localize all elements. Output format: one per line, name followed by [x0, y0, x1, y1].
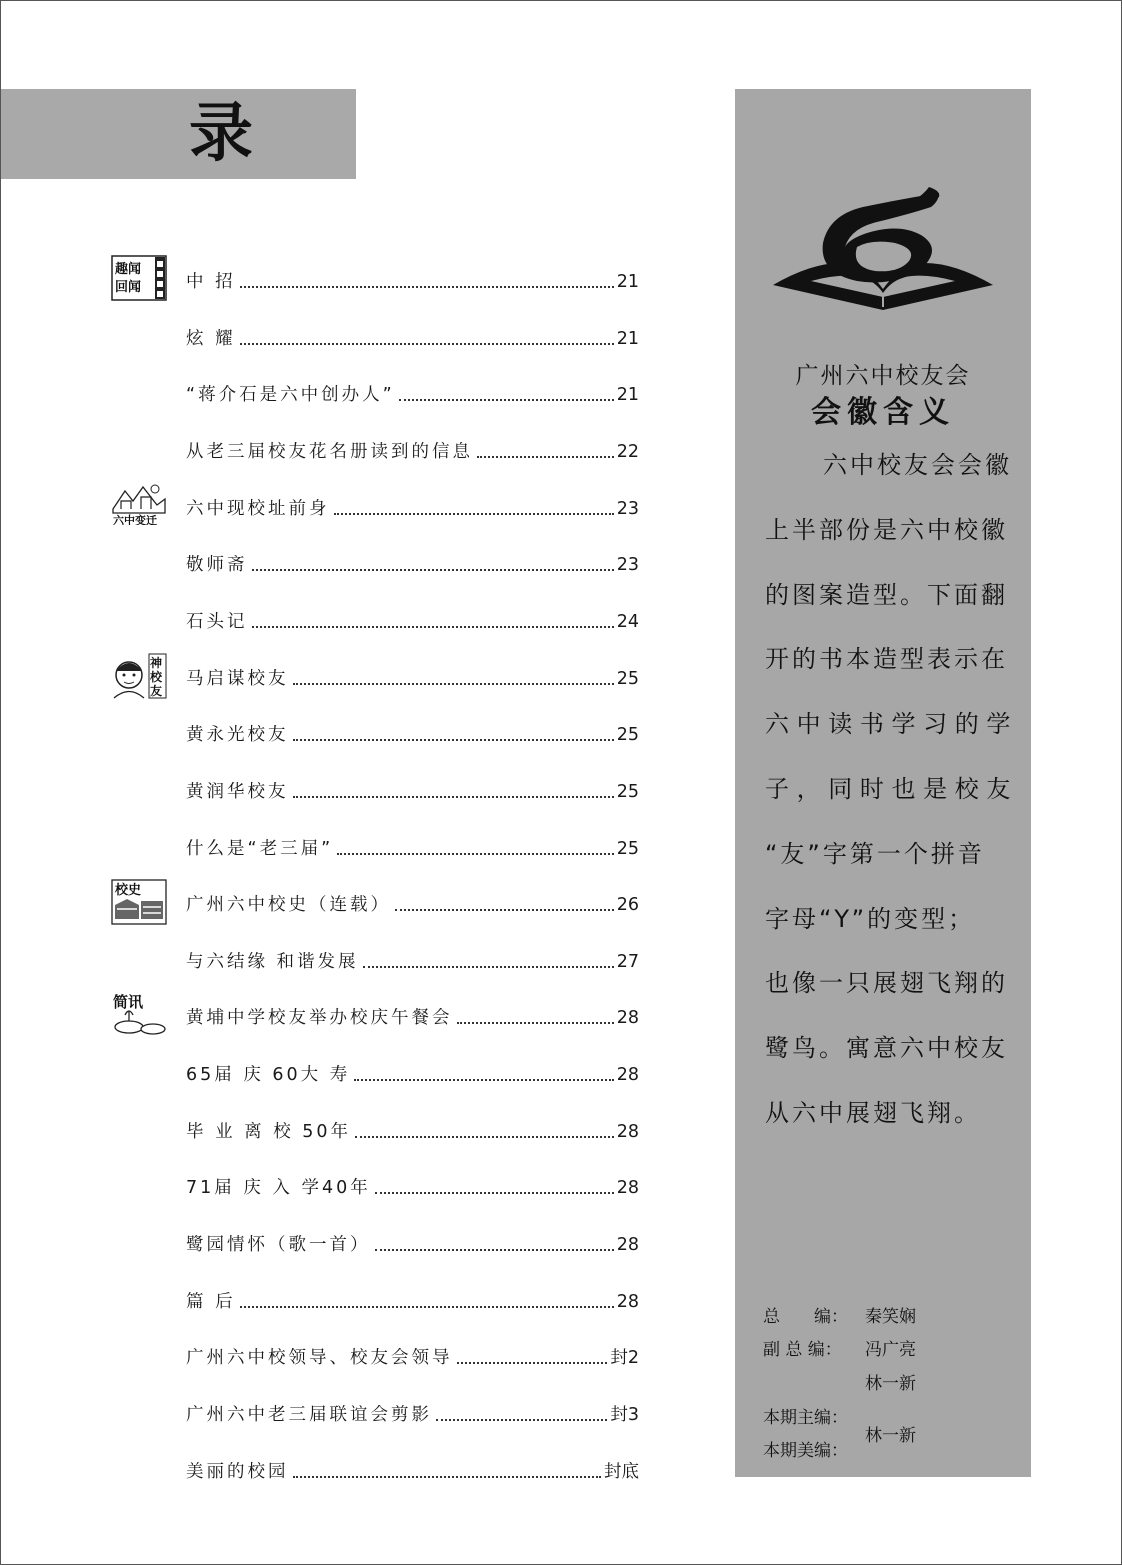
campus-icon-text: 六中变迁	[113, 514, 157, 525]
toc-entry[interactable]	[186, 1226, 639, 1256]
description-line: 开的书本造型表示在	[765, 645, 1008, 673]
credit-deputy-label: 副 总 编：	[763, 1340, 842, 1360]
org-name: 广州六中校友会	[795, 363, 971, 389]
toc-entry-label: 黄润华校友	[186, 782, 289, 802]
page-title: 录	[189, 97, 255, 171]
toc-entry[interactable]	[186, 1283, 639, 1313]
description-line: 也像一只展翅飞翔的	[765, 969, 1008, 997]
toc-leader	[334, 513, 614, 515]
description-line: 六 中 读 书 学 习 的 学	[765, 710, 1011, 738]
toc-entry[interactable]	[186, 999, 639, 1029]
toc-entry-page: 25	[616, 725, 639, 745]
toc-entry[interactable]	[186, 603, 639, 633]
description-line: 鹭鸟。寓意六中校友	[765, 1034, 1008, 1062]
alumni-icon-text-3: 友	[150, 684, 163, 698]
toc-entry-label: 什么是“老三届”	[186, 839, 334, 859]
alumni-emblem-logo	[771, 185, 995, 315]
toc-entry-label: 从老三届校友花名册读到的信息	[186, 442, 473, 462]
table-of-contents	[1, 1, 701, 1564]
toc-entry-page: 21	[616, 329, 639, 349]
toc-entry-page: 26	[616, 895, 639, 915]
alumni-icon-text-2: 校	[150, 670, 163, 684]
brief-news-icon	[111, 991, 167, 1037]
credit-issue-value: 林一新	[865, 1426, 916, 1446]
toc-entry[interactable]	[186, 490, 639, 520]
credit-chief-value: 秦笑娴	[865, 1307, 916, 1327]
credit-issue-designer-label: 本期美编：	[763, 1441, 848, 1461]
toc-entry-page: 28	[616, 1178, 639, 1198]
toc-leader	[457, 1362, 608, 1364]
toc-leader	[293, 796, 614, 798]
credit-issue-editor-label: 本期主编：	[763, 1408, 848, 1428]
toc-leader	[240, 286, 614, 288]
toc-entry-page: 封底	[604, 1462, 639, 1482]
toc-entry-page: 25	[616, 669, 639, 689]
news-icon-text-2: 回闻	[115, 280, 142, 295]
description-line: 的图案造型。下面翻	[765, 581, 1008, 609]
emblem-title: 会徽含义	[811, 395, 955, 430]
campus-history-icon	[111, 479, 167, 525]
news-icon-text: 趣闻	[115, 262, 142, 277]
toc-entry-label: 黄埔中学校友举办校庆午餐会	[186, 1008, 453, 1028]
toc-leader	[363, 966, 614, 968]
toc-leader	[252, 569, 614, 571]
toc-entry-label: 马启谋校友	[186, 669, 289, 689]
toc-entry[interactable]	[186, 716, 639, 746]
toc-entry[interactable]	[186, 886, 639, 916]
toc-leader	[477, 456, 614, 458]
toc-leader	[354, 1079, 613, 1081]
toc-leader	[436, 1419, 607, 1421]
toc-entry[interactable]	[186, 830, 639, 860]
news-section-icon	[111, 255, 167, 301]
toc-entry-page: 27	[616, 952, 639, 972]
toc-entry[interactable]	[186, 433, 639, 463]
history-icon-text: 校史	[115, 883, 142, 898]
toc-leader	[399, 399, 614, 401]
toc-leader	[337, 853, 614, 855]
toc-entry-page: 28	[616, 1008, 639, 1028]
description-line: “友”字第一个拼音	[765, 840, 985, 868]
toc-leader	[375, 1192, 614, 1194]
toc-entry-label: 广州六中校史（连载）	[186, 895, 391, 915]
toc-entry[interactable]	[186, 263, 639, 293]
toc-entry-label: 广州六中校领导、校友会领导	[186, 1348, 453, 1368]
toc-entry[interactable]	[186, 943, 639, 973]
toc-entry-label: 毕 业 离 校 50年	[186, 1122, 352, 1142]
toc-leader	[293, 739, 614, 741]
toc-entry-page: 28	[616, 1065, 639, 1085]
toc-leader	[240, 1306, 614, 1308]
toc-entry-label: 美丽的校园	[186, 1462, 289, 1482]
toc-entry[interactable]	[186, 660, 639, 690]
credit-chief-label: 总 编：	[763, 1307, 848, 1327]
toc-entry[interactable]	[186, 1396, 639, 1426]
toc-entry-page: 23	[616, 555, 639, 575]
description-line: 六中校友会会徽	[823, 451, 1012, 479]
toc-entry-label: 石头记	[186, 612, 248, 632]
toc-entry-page: 22	[616, 442, 639, 462]
description-line: 从六中展翅飞翔。	[765, 1099, 981, 1127]
toc-leader	[355, 1136, 614, 1138]
brief-icon-text: 简讯	[113, 993, 144, 1011]
toc-leader	[240, 343, 614, 345]
toc-entry[interactable]	[186, 1056, 639, 1086]
toc-entry-page: 23	[616, 499, 639, 519]
toc-entry-label: 黄永光校友	[186, 725, 289, 745]
toc-entry[interactable]	[186, 1453, 639, 1483]
toc-entry[interactable]	[186, 1113, 639, 1143]
credit-deputy-value-1: 冯广亮	[865, 1340, 916, 1360]
toc-entry-label: 71届 庆 入 学40年	[186, 1178, 371, 1198]
toc-leader	[375, 1249, 614, 1251]
toc-entry-page: 28	[616, 1235, 639, 1255]
toc-entry-label: 65届 庆 60大 寿	[186, 1065, 351, 1085]
toc-leader	[252, 626, 614, 628]
toc-leader	[293, 1476, 602, 1478]
toc-entry-label: 鹭园情怀（歌一首）	[186, 1235, 371, 1255]
toc-leader	[395, 909, 614, 911]
school-history-icon	[111, 879, 167, 925]
toc-entry[interactable]	[186, 773, 639, 803]
description-line: 字母“Y”的变型；	[765, 905, 976, 933]
toc-entry-page: 24	[616, 612, 639, 632]
toc-entry-page: 21	[616, 272, 639, 292]
toc-entry-label: 与六结缘 和谐发展	[186, 952, 359, 972]
description-line: 子 ， 同 时 也 是 校 友	[765, 775, 1011, 803]
toc-entry-label: 炫 耀	[186, 329, 236, 349]
toc-entry-page: 21	[616, 385, 639, 405]
toc-entry-page: 25	[616, 839, 639, 859]
toc-leader	[457, 1022, 614, 1024]
toc-entry[interactable]	[186, 1339, 639, 1369]
toc-entry-label: 六中现校址前身	[186, 499, 330, 519]
toc-entry-page: 封2	[610, 1348, 639, 1368]
alumni-section-icon	[111, 653, 167, 699]
toc-entry[interactable]	[186, 1169, 639, 1199]
toc-entry-page: 封3	[610, 1405, 639, 1425]
toc-entry[interactable]	[186, 546, 639, 576]
toc-entry[interactable]	[186, 376, 639, 406]
toc-entry[interactable]	[186, 320, 639, 350]
toc-entry-label: 篇 后	[186, 1292, 236, 1312]
toc-entry-label: 敬师斋	[186, 555, 248, 575]
toc-entry-page: 28	[616, 1292, 639, 1312]
toc-leader	[293, 683, 614, 685]
emblem-sidebar	[735, 89, 1031, 1477]
credit-deputy-value-2: 林一新	[865, 1374, 916, 1394]
toc-entry-page: 25	[616, 782, 639, 802]
alumni-icon-text-1: 神	[150, 656, 163, 670]
toc-entry-label: 广州六中老三届联谊会剪影	[186, 1405, 432, 1425]
toc-entry-page: 28	[616, 1122, 639, 1142]
toc-entry-label: 中 招	[186, 272, 236, 292]
toc-entry-label: “蒋介石是六中创办人”	[186, 385, 395, 405]
description-line: 上半部份是六中校徽	[765, 516, 1008, 544]
